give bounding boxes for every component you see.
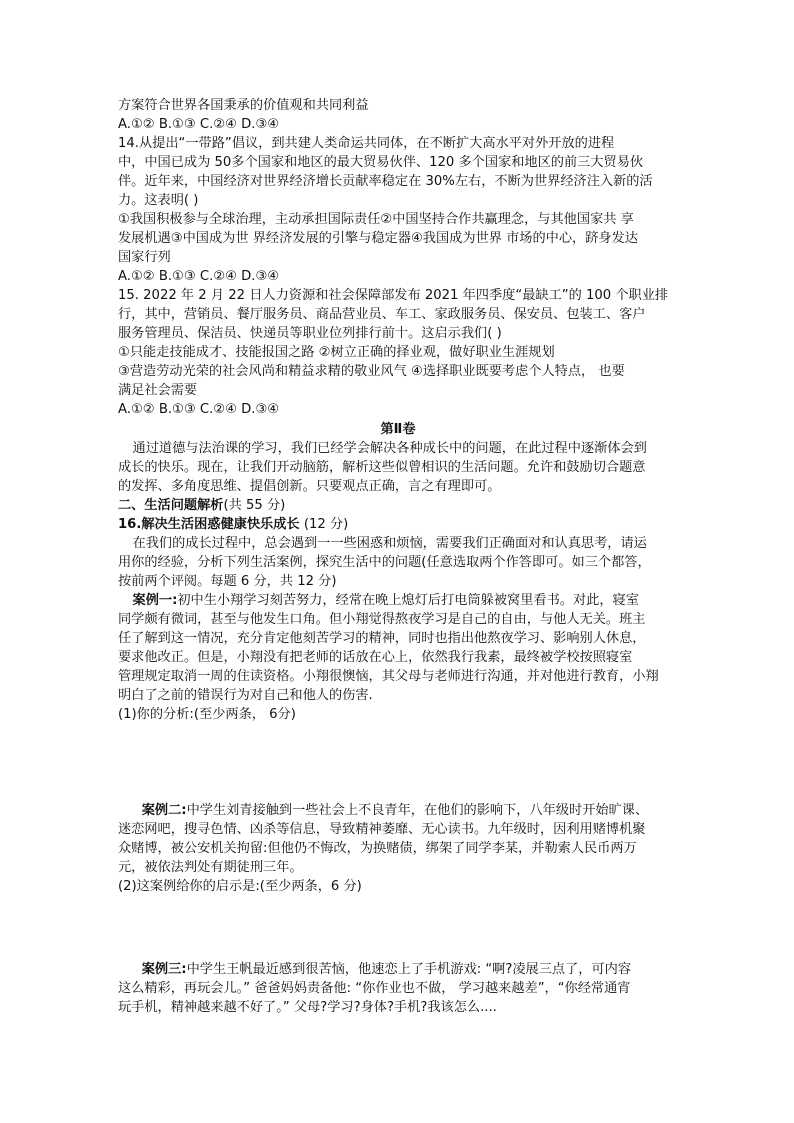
part-2-intro-line: 的发挥、多角度思维、提倡创新。只要观点正确，言之有理即可。 — [118, 479, 501, 494]
case-1-line: 初中生小翔学习刻苦努力，经常在晚上熄灯后打电筒躲被窝里看书。对此，寝室 — [177, 593, 639, 608]
case-1-question: (1)你的分析:(至少两条， 6分) — [118, 707, 296, 722]
case-3-first-line — [118, 960, 678, 979]
q14-line: 国家行列 — [118, 250, 171, 265]
q14-line: 14.从提出“一带路”倡议，到共建人类命运共同体，在不断扩大高水平对外开放的进程 — [118, 136, 615, 151]
q14-line: 发展机遇③中国成为世 界经济发展的引擎与稳定器④我国成为世界 市场的中心，跻身发达 — [118, 231, 638, 246]
q15-line: ③营造劳动光荣的社会风尚和精益求精的敬业风气 ④选择职业既要考虑个人特点， 也要 — [118, 364, 625, 379]
q14-line: 力。这表明( ) — [118, 193, 199, 208]
case-2-question: (2)这案例给你的启示是:(至少两条，6 分) — [118, 879, 362, 894]
case-1-label: 案例一: — [132, 593, 178, 608]
q13-tail — [118, 96, 678, 134]
q15-options: A.①② B.①③ C.②④ D.③④ — [118, 402, 280, 417]
q14-line: 中，中国已成为 50多个国家和地区的最大贸易伙伴、120 多个国家和地区的前三大贸易伙 — [118, 155, 644, 170]
q13-options: A.①② B.①③ C.②④ D.③④ — [118, 117, 280, 132]
case-1-line: 要求他改正。但是，小翔没有把老师的话放在心上，依然我行我素，最终被学校按照寝室 — [118, 650, 633, 665]
case-1-line: 明白了之前的错误行为对自己和他人的伤害. — [118, 688, 373, 703]
q13-tail-text: 方案符合世界各国秉承的价值观和共同利益 — [118, 98, 369, 113]
part-2-title: 第Ⅱ卷 — [380, 422, 416, 437]
section-heading — [118, 496, 678, 515]
case-1-line: 任了解到这一情况，充分肯定他刻苦学习的精神，同时也指出他熬夜学习、影响别人休息， — [118, 631, 646, 646]
case-1-line: 管理规定取消一周的住读资格。小翔很懊恼，其父母与老师进行沟通，并对他进行教育，小翔 — [118, 669, 659, 684]
part-2-intro-line: 成长的快乐。现在，让我们开动脑筋，解析这些似曾相识的生活问题。允许和鼓励切合题意 — [118, 460, 646, 475]
case-2-line: 迷恋网吧，搜寻色情、凶杀等信息，导致精神萎靡、无心读书。九年级时，因利用赌博机聚 — [118, 822, 646, 837]
q14-line: ①我国积极参与全球治理，主动承担国际责任②中国坚持合作共赢理念，与其他国家共 享 — [118, 212, 634, 227]
part-2-intro-line: 通过道德与法治课的学习，我们已经学会解决各种成长中的问题，在此过程中逐渐体会到 — [132, 441, 647, 456]
case-1-first-line — [118, 591, 678, 610]
q15-line: 行，其中，营销员、餐厅服务员、商品营业员、车工、家政服务员、保安员、包装工、客户 — [118, 307, 646, 322]
section-score: (共 55 分) — [223, 498, 286, 513]
case-3 — [118, 960, 678, 1017]
q16-score: (12 分) — [299, 517, 349, 532]
case-1-line: 同学颇有微词，甚至与他发生口角。但小翔觉得熬夜学习是自己的自由，与他人无关。班主 — [118, 612, 646, 627]
case-2-line: 众赌博，被公安机关拘留:但他仍不悔改，为换赌债，绑架了同学李某，并勒索人民币两万 — [118, 841, 637, 856]
q16-heading — [118, 515, 678, 534]
case-2-label: 案例二: — [141, 803, 187, 818]
q14-line: 伴。近年来，中国经济对世界经济增长贡献率稳定在 30%左右，不断为世界经济注入新的活 — [118, 174, 653, 189]
case-3-line: 这么精彩，再玩会儿。” 爸爸妈妈责备他: “你作业也不做， 学习越来越差”，“你经常通宵 — [118, 981, 631, 996]
q16-line: 用你的经验，分析下列生活案例，探究生活中的问题(任意选取两个作答即可。如三个都答， — [118, 555, 651, 570]
q15-line: 服务管理员、保洁员、快递员等职业位列排行前十。这启示我们( ) — [118, 326, 502, 341]
section-title: 二、生活问题解析 — [118, 498, 224, 513]
case-2 — [118, 801, 678, 896]
q15-line: 15. 2022 年 2 月 22 日人力资源和社会保障部发布 2021 年四季度“最缺工”的 100 个职业排 — [118, 288, 669, 303]
q16-line: 按前两个评阅。每题 6 分，共 12 分) — [118, 574, 337, 589]
q16-line: 在我们的成长过程中，总会遇到一一些困惑和烦恼，需要我们正确面对和认真思考，请运 — [132, 536, 647, 551]
q15-line: 满足社会需要 — [118, 383, 198, 398]
q16-title: 16.解决生活困惑健康快乐成长 — [118, 517, 300, 532]
question-14 — [118, 134, 678, 286]
case-1 — [118, 591, 678, 724]
case-3-label: 案例三: — [141, 962, 187, 977]
question-15 — [118, 286, 678, 419]
part-2 — [118, 420, 678, 591]
case-3-line: 玩手机，精神越来越不好了。” 父母?学习?身体?手机?我该怎么.... — [118, 1000, 497, 1015]
case-3-line: 中学生王帆最近感到很苦恼，他速恋上了手机游戏: “啊?凌展三点了，可内容 — [186, 962, 632, 977]
case-2-first-line — [118, 801, 678, 820]
q15-line: ①只能走技能成才、技能报国之路 ②树立正确的择业观，做好职业生涯规划 — [118, 345, 555, 360]
q14-options: A.①② B.①③ C.②④ D.③④ — [118, 269, 280, 284]
case-2-line: 元，被依法判处有期徒刑三年。 — [118, 860, 303, 875]
case-2-line: 中学生刘青接触到一些社会上不良青年，在他们的影响下，八年级时开始旷课、 — [186, 803, 649, 818]
